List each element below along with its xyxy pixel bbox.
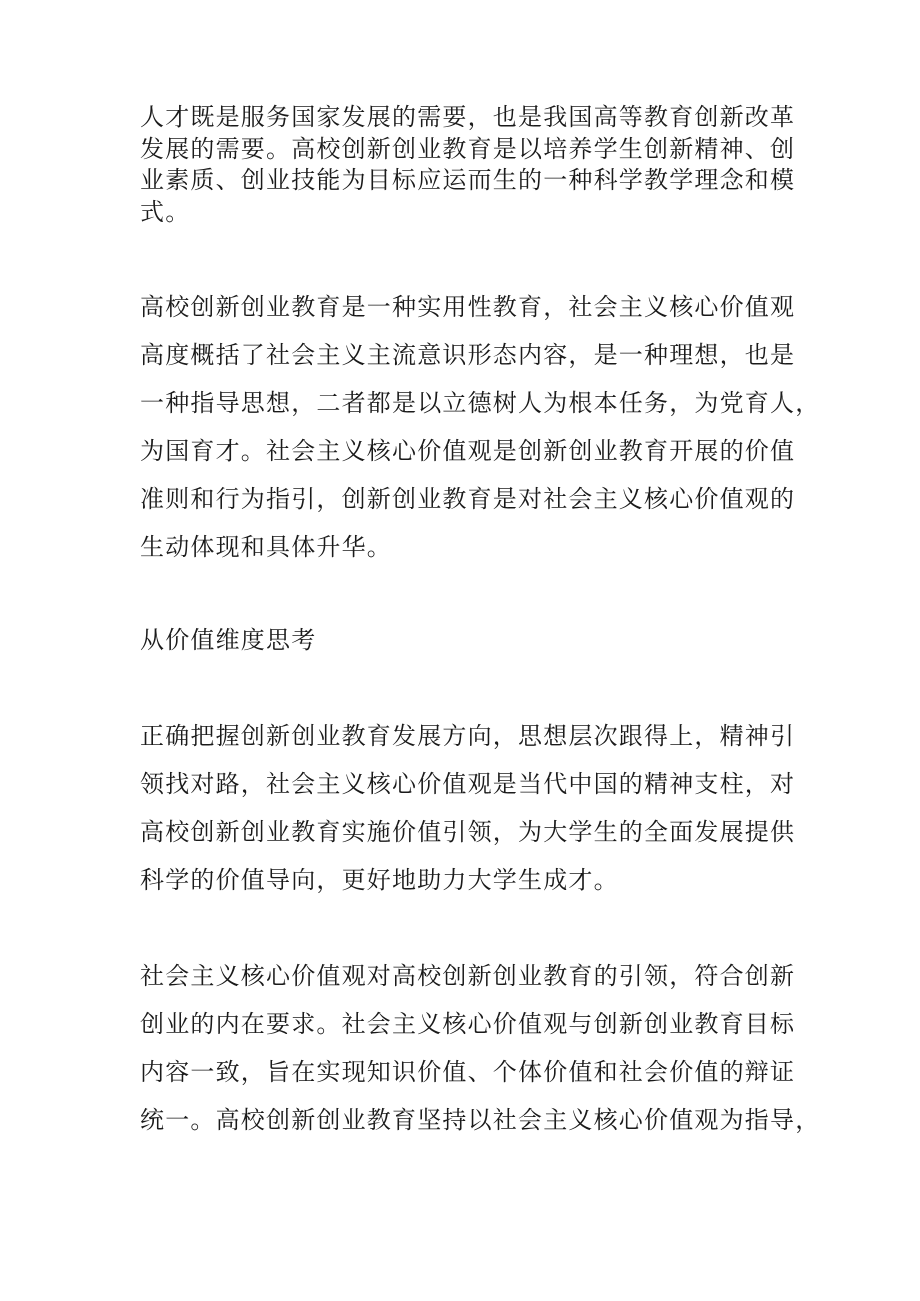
text-line: 一种指导思想，二者都是以立德树人为根本任务，为党育人， [140, 389, 821, 417]
text-line: 为国育才。社会主义核心价值观是创新创业教育开展的价值 [140, 437, 796, 465]
text-line: 领找对路，社会主义核心价值观是当代中国的精神支柱，对 [140, 770, 796, 798]
paragraph-talent-need [140, 102, 796, 228]
paragraph-direction [140, 712, 796, 904]
section-heading [140, 616, 790, 664]
paragraph-practical-education [140, 283, 821, 571]
text-line: 科学的价值导向，更好地助力大学生成才。 [140, 866, 619, 894]
text-line: 高度概括了社会主义主流意识形态内容，是一种理想，也是 [140, 341, 796, 369]
text-line: 创业的内在要求。社会主义核心价值观与创新创业教育目标 [140, 1010, 796, 1038]
text-line: 发展的需要。高校创新创业教育是以培养学生创新精神、创 [140, 134, 796, 163]
text-line: 生动体现和具体升华。 [140, 533, 392, 561]
text-line: 社会主义核心价值观对高校创新创业教育的引领，符合创新 [140, 962, 796, 990]
text-line: 内容一致，旨在实现知识价值、个体价值和社会价值的辩证 [140, 1058, 796, 1086]
text-line: 人才既是服务国家发展的需要，也是我国高等教育创新改革 [140, 103, 796, 131]
paragraph-guidance [140, 952, 821, 1144]
text-line: 统一。高校创新创业教育坚持以社会主义核心价值观为指导， [140, 1106, 821, 1134]
text-line: 正确把握创新创业教育发展方向，思想层次跟得上，精神引 [140, 722, 796, 750]
text-line: 高校创新创业教育是一种实用性教育，社会主义核心价值观 [140, 293, 796, 321]
heading-text: 从价值维度思考 [140, 626, 317, 654]
text-line: 业素质、创业技能为目标应运而生的一种科学教学理念和模 [140, 166, 796, 194]
text-line: 高校创新创业教育实施价值引领，为大学生的全面发展提供 [140, 818, 796, 846]
text-line: 准则和行为指引，创新创业教育是对社会主义核心价值观的 [140, 485, 796, 513]
text-line: 式。 [140, 197, 191, 226]
